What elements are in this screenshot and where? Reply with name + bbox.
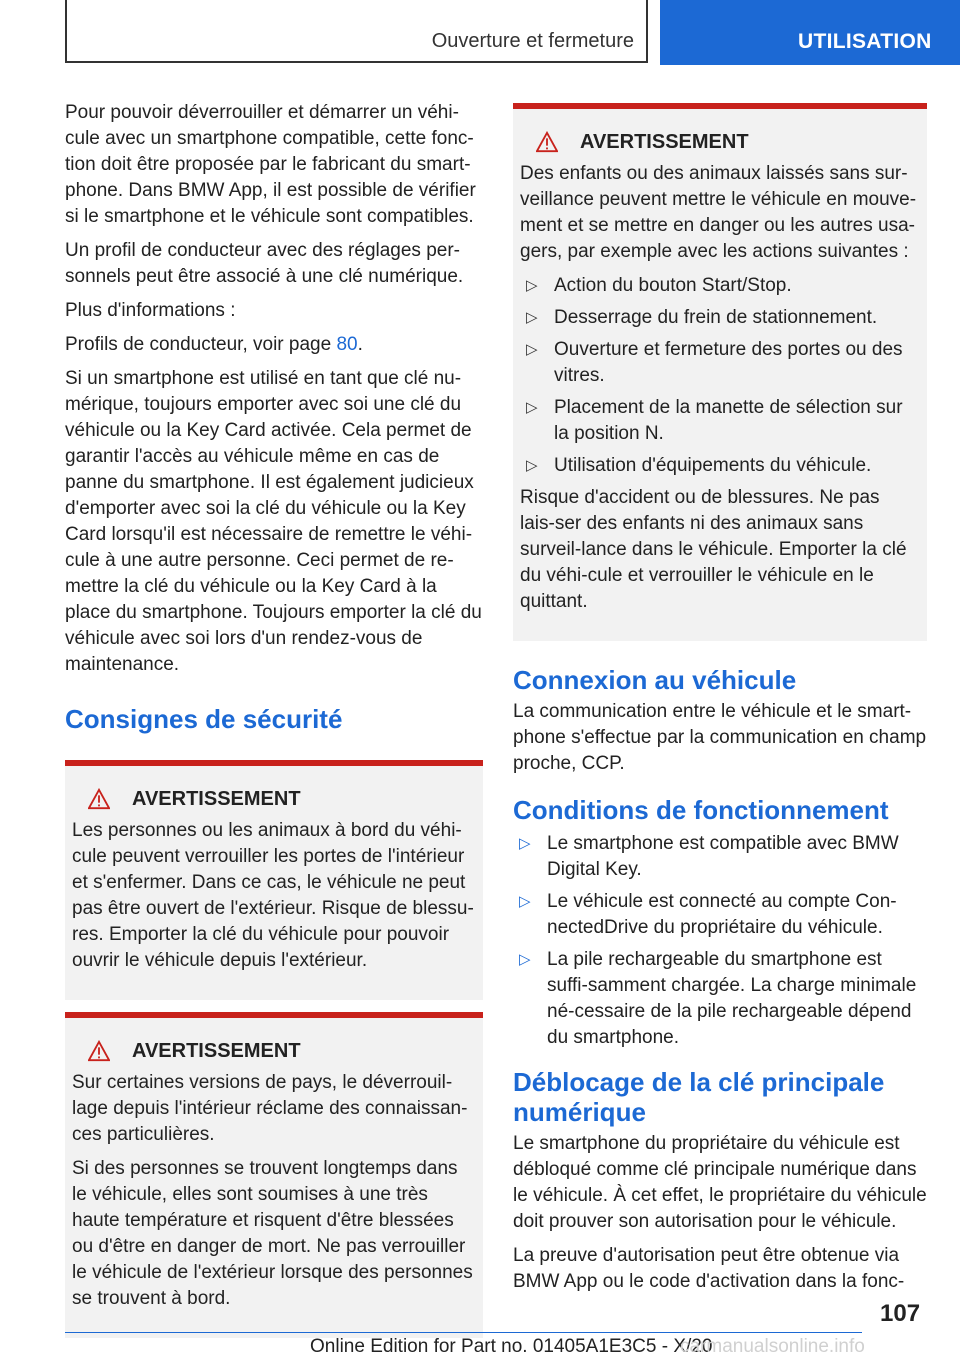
- header-tab-label: UTILISATION: [798, 30, 932, 53]
- paragraph: Pour pouvoir déverrouiller et démarrer un véhi-cule avec un smartphone compatible, cette fonc-tion doit être proposée par le fabricant du smart-phone. Dans BMW App, il est possible de vérifier si le smartphone et le véhicule sont compatibles.: [65, 102, 476, 227]
- list-item: ▷ Le véhicule est connecté au compte Con-nectedDrive du propriétaire du véhicule.: [519, 891, 897, 938]
- page-link[interactable]: 80: [336, 334, 358, 355]
- warning-box: [65, 760, 483, 1000]
- triangle-right-icon: ▷: [526, 309, 538, 326]
- header-section-box: [65, 0, 648, 63]
- paragraph: La preuve d'autorisation peut être obtenue via BMW App ou le code d'activation dans la fonc-: [513, 1245, 905, 1292]
- warning-list: [520, 273, 919, 479]
- conditions-list: [513, 831, 927, 1051]
- triangle-right-icon: ▷: [526, 341, 538, 358]
- warning-title: AVERTISSEMENT: [580, 131, 749, 153]
- triangle-right-icon: ▷: [526, 277, 538, 294]
- paragraph: Le smartphone du propriétaire du véhicule est débloqué comme clé principale numérique dans le véhicule. À cet effet, le propriétaire du véhicule doit prouver son autorisation pour le véhicule.: [513, 1133, 927, 1232]
- warning-triangle-icon: [88, 788, 110, 810]
- paragraph: Plus d'informations :: [65, 300, 236, 321]
- header-section-title: Ouverture et fermeture: [431, 30, 634, 52]
- warning-text: Si des personnes se trouvent longtemps dans le véhicule, elles sont soumises à une très haute température et risquent d'être blessées ou d'être en danger de mort. Ne pas verrouiller le véhicule de l'extérieur lorsque des personnes se trouvent à bord.: [72, 1158, 473, 1309]
- section-heading: Consignes de sécurité: [65, 704, 343, 734]
- warning-title: AVERTISSEMENT: [132, 788, 301, 810]
- page-number: 107: [880, 1300, 921, 1327]
- paragraph: Profils de conducteur, voir page 80.: [65, 334, 363, 355]
- warning-text: Risque d'accident ou de blessures. Ne pas lais-ser des enfants ni des animaux sans surveil-lance dans le véhicule. Emporter la clé du véhi-cule et verrouiller le véhicule en le quittant.: [520, 487, 907, 612]
- section-heading: Connexion au véhicule: [513, 665, 797, 695]
- triangle-right-icon: ▷: [519, 893, 531, 910]
- list-item: ▷ Ouverture et fermeture des portes ou des vitres.: [526, 339, 903, 386]
- warning-triangle-icon: [536, 131, 558, 153]
- triangle-right-icon: ▷: [519, 951, 531, 968]
- list-item: ▷ Desserrage du frein de stationnement.: [520, 305, 919, 331]
- footer-divider: [65, 1332, 862, 1333]
- watermark: carmanualsonline.info: [680, 1336, 865, 1357]
- triangle-right-icon: ▷: [526, 399, 538, 416]
- left-column: [65, 100, 483, 1338]
- warning-title: AVERTISSEMENT: [132, 1040, 301, 1062]
- triangle-right-icon: ▷: [526, 457, 538, 474]
- warning-text: Des enfants ou des animaux laissés sans sur-veillance peuvent mettre le véhicule en mouve-ment et se mettre en danger ou les autres usa-gers, par exemple avec les actions suivantes :: [520, 163, 917, 262]
- list-item: ▷ La pile rechargeable du smartphone est suffi-samment chargée. La charge minimale né-cessaire de la pile rechargeable dépend du smartphone.: [519, 949, 917, 1048]
- right-column: [513, 103, 927, 1303]
- list-item: ▷ Utilisation d'équipements du véhicule.: [520, 453, 919, 479]
- triangle-right-icon: ▷: [519, 835, 531, 852]
- paragraph: Un profil de conducteur avec des réglages per-sonnels peut être associé à une clé numérique.: [65, 240, 464, 287]
- warning-box: [65, 1012, 483, 1338]
- list-item: ▷ Action du bouton Start/Stop.: [520, 273, 919, 299]
- footer-edition: Online Edition for Part no. 01405A1E3C5 - X/20: [310, 1336, 713, 1357]
- list-item: ▷ Placement de la manette de sélection sur la position N.: [526, 397, 903, 444]
- warning-box: [513, 103, 927, 641]
- header-tab: [660, 0, 960, 65]
- paragraph: La communication entre le véhicule et le smart-phone s'effectue par la communication en champ proche, CCP.: [513, 701, 927, 774]
- section-heading: Déblocage de la clé principale numérique: [513, 1067, 885, 1127]
- warning-text: Sur certaines versions de pays, le déverrouil-lage depuis l'intérieur réclame des connaissan-ces particulières.: [72, 1072, 468, 1145]
- section-heading: Conditions de fonctionnement: [513, 795, 889, 825]
- warning-text: Les personnes ou les animaux à bord du véhi-cule peuvent verrouiller les portes de l'intérieur et s'enfermer. Dans ce cas, le véhicule ne peut pas être ouvert de l'extérieur. Risque de blessu-res. Emporter la clé du véhicule pour pouvoir ouvrir le véhicule depuis l'extérieur.: [72, 820, 474, 971]
- warning-triangle-icon: [88, 1040, 110, 1062]
- paragraph: Si un smartphone est utilisé en tant que clé nu-mérique, toujours emporter avec soi une clé du véhicule ou la Key Card activée. Cela permet de garantir l'accès au véhicule même en cas de panne du smartphone. Il est également judicieux d'emporter avec soi la clé du véhicule ou la Key Card lorsqu'il est nécessaire de remettre le véhi-cule à une autre personne. Ceci permet de re-mettre la clé du véhicule ou la Key Card à la place du smartphone. Toujours emporter la clé du véhicule avec soi lors d'un rendez-vous de maintenance.: [65, 368, 482, 675]
- list-item: ▷ Le smartphone est compatible avec BMW Digital Key.: [519, 833, 899, 880]
